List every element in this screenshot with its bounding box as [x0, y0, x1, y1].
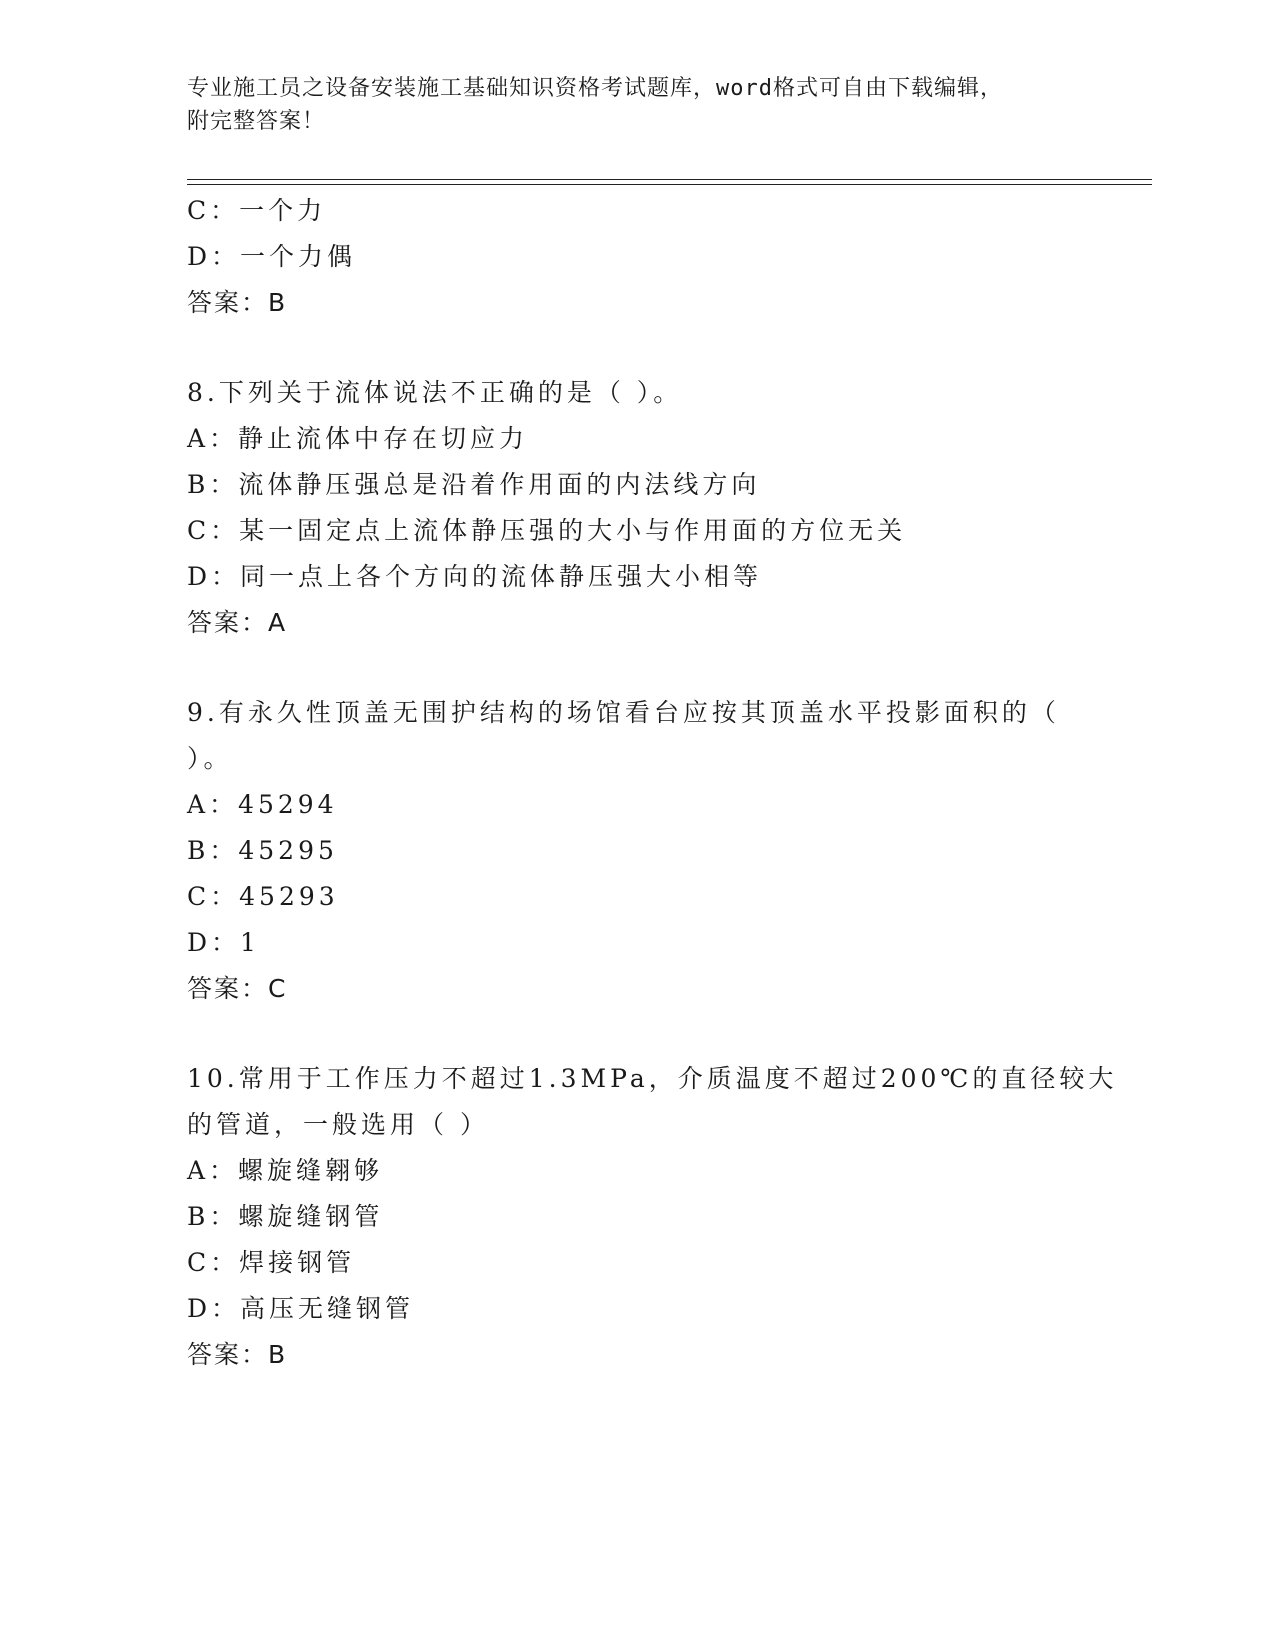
page-header: [187, 72, 1087, 138]
answer: 答案：A: [187, 608, 288, 637]
question-text: 8.下列关于流体说法不正确的是（ ）。: [187, 378, 683, 407]
option-c: C：某一固定点上流体静压强的大小与作用面的方位无关: [187, 516, 907, 545]
option-c: C：一个力: [187, 196, 327, 225]
answer: 答案：C: [187, 974, 288, 1003]
option-b: B：45295: [187, 836, 338, 865]
answer: 答案：B: [187, 1340, 288, 1369]
spacer: [187, 646, 1087, 690]
question-text-line-2: 的管道，一般选用（ ）: [187, 1110, 489, 1139]
question-text-line-2: ）。: [187, 744, 233, 773]
option-a: A：螺旋缝翱够: [187, 1156, 384, 1185]
option-b: B：螺旋缝钢管: [187, 1202, 384, 1231]
spacer: [187, 1012, 1087, 1056]
option-a: A：45294: [187, 790, 338, 819]
question-text-line-1: 10.常用于工作压力不超过1.3MPa，介质温度不超过200℃的直径较大: [187, 1064, 1118, 1093]
option-a: A：静止流体中存在切应力: [187, 424, 529, 453]
question-10: [187, 1056, 1118, 1378]
option-d: D：一个力偶: [187, 242, 357, 271]
question-list: [187, 188, 1118, 1378]
option-c: C：焊接钢管: [187, 1248, 356, 1277]
header-line-1: 专业施工员之设备安装施工基础知识资格考试题库，word格式可自由下载编辑，: [187, 76, 1003, 101]
header-divider-top: [187, 179, 1152, 180]
option-d: D：1: [187, 928, 260, 957]
header-line-2: 附完整答案！: [187, 109, 326, 134]
option-c: C：45293: [187, 882, 339, 911]
question-7-continuation: [187, 188, 1087, 326]
spacer: [187, 326, 1087, 370]
question-text-line-1: 9.有永久性顶盖无围护结构的场馆看台应按其顶盖水平投影面积的（: [187, 698, 1060, 727]
answer: 答案：B: [187, 288, 288, 317]
option-d: D：高压无缝钢管: [187, 1294, 415, 1323]
question-9: [187, 690, 1087, 1012]
question-8: [187, 370, 1087, 646]
header-divider-bottom: [187, 184, 1152, 185]
option-b: B：流体静压强总是沿着作用面的内法线方向: [187, 470, 761, 499]
option-d: D：同一点上各个方向的流体静压强大小相等: [187, 562, 763, 591]
